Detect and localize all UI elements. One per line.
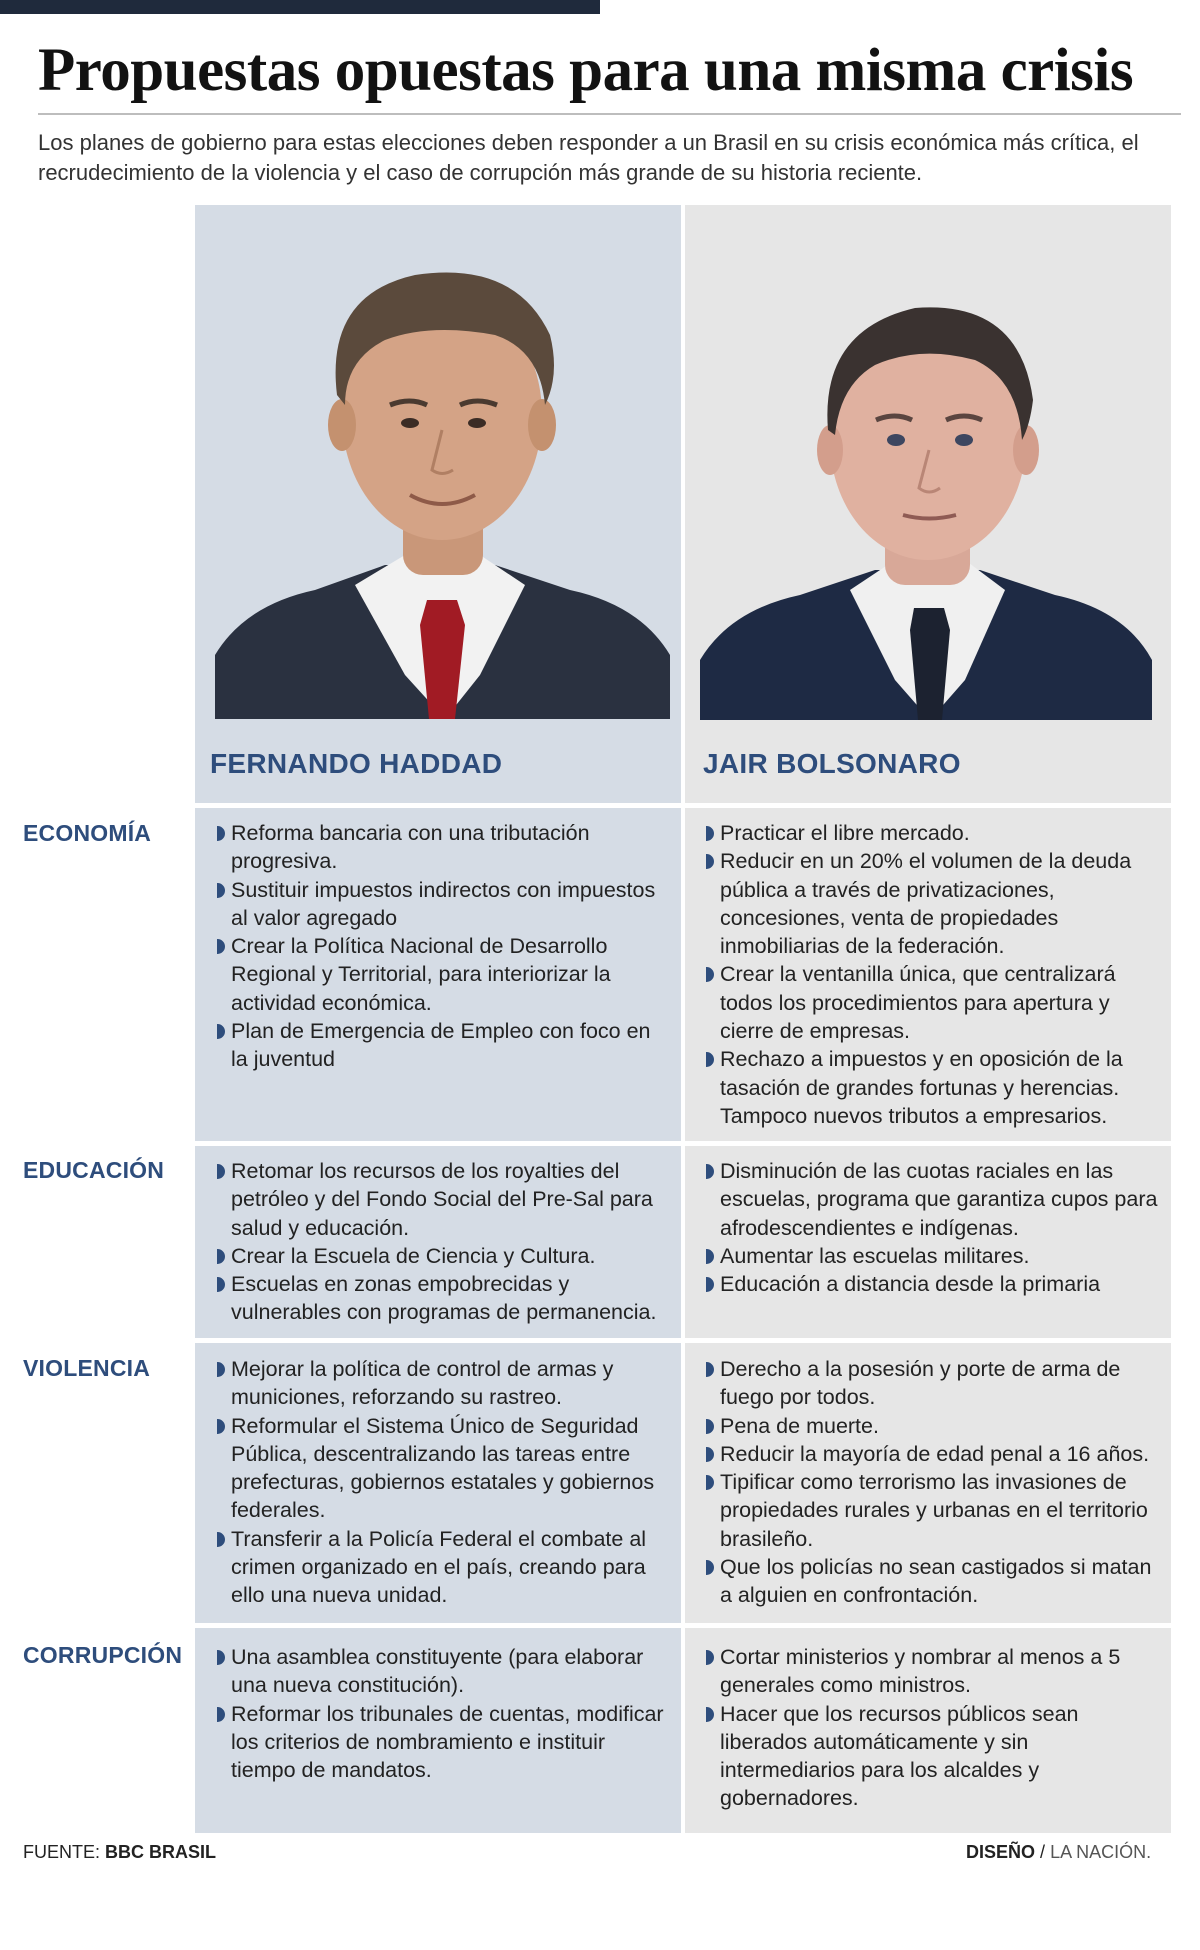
category-label-corrupcion: CORRUPCIÓN: [23, 1642, 183, 1668]
list-item: Que los policías no sean castigados si matan a alguien en confrontación.: [704, 1553, 1159, 1610]
design-label: DISEÑO: [966, 1842, 1036, 1862]
list-item: Sustituir impuestos indirectos con impuestos al valor agregado: [215, 876, 665, 933]
educacion-haddad-list: [215, 1157, 665, 1327]
list-item: Reducir en un 20% el volumen de la deuda pública a través de privatizaciones, concesiones, venta de propiedades inmobiliarias de la federación.: [704, 847, 1159, 960]
list-item: Derecho a la posesión y porte de arma de fuego por todos.: [704, 1355, 1159, 1412]
source-label: FUENTE:: [23, 1842, 101, 1862]
design-separator: /: [1040, 1842, 1046, 1862]
list-item: Tipificar como terrorismo las invasiones de propiedades rurales y urbanas en el territorio brasileño.: [704, 1468, 1159, 1553]
section-separator: [195, 1338, 1171, 1343]
educacion-bolsonaro-list: [704, 1157, 1159, 1298]
list-item: Plan de Emergencia de Empleo con foco en la juventud: [215, 1017, 665, 1074]
economia-bolsonaro-list: [704, 819, 1159, 1130]
list-item: Crear la Política Nacional de Desarrollo Regional y Territorial, para interiorizar la actividad económica.: [215, 932, 665, 1017]
list-item: Transferir a la Policía Federal el combate al crimen organizado en el país, creando para ello una nueva unidad.: [215, 1525, 665, 1610]
list-item: Reducir la mayoría de edad penal a 16 años.: [704, 1440, 1159, 1468]
title-divider: [38, 113, 1181, 115]
design-credit: [966, 1842, 1151, 1863]
source-credit: [23, 1842, 216, 1863]
list-item: Crear la ventanilla única, que centralizará todos los procedimientos para apertura y cierre de empresas.: [704, 960, 1159, 1045]
list-item: Aumentar las escuelas militares.: [704, 1242, 1159, 1270]
top-accent-bar: [0, 0, 600, 14]
corrupcion-bolsonaro-list: [704, 1643, 1159, 1813]
economia-haddad-list: [215, 819, 665, 1074]
violencia-bolsonaro-list: [704, 1355, 1159, 1610]
list-item: Escuelas en zonas empobrecidas y vulnerables con programas de permanencia.: [215, 1270, 665, 1327]
list-item: Educación a distancia desde la primaria: [704, 1270, 1159, 1298]
source-value: BBC BRASIL: [105, 1842, 217, 1862]
candidate-haddad-name: FERNANDO HADDAD: [210, 748, 503, 779]
section-separator: [195, 803, 1171, 808]
list-item: Reforma bancaria con una tributación progresiva.: [215, 819, 665, 876]
list-item: Una asamblea constituyente (para elaborar una nueva constitución).: [215, 1643, 665, 1700]
violencia-haddad-list: [215, 1355, 665, 1610]
category-label-violencia: VIOLENCIA: [23, 1355, 151, 1381]
bolsonaro-portrait: [700, 290, 1152, 720]
list-item: Pena de muerte.: [704, 1412, 1159, 1440]
page-title: Propuestas opuestas para una misma crisis: [38, 37, 1134, 104]
column-divider: [681, 205, 685, 1833]
list-item: Reformar los tribunales de cuentas, modificar los criterios de nombramiento e instituir tiempo de mandatos.: [215, 1700, 665, 1785]
corrupcion-haddad-list: [215, 1643, 665, 1784]
section-separator: [195, 1623, 1171, 1628]
category-label-educacion: EDUCACIÓN: [23, 1157, 165, 1183]
design-value: LA NACIÓN.: [1050, 1842, 1152, 1862]
list-item: Retomar los recursos de los royalties del petróleo y del Fondo Social del Pre-Sal para salud y educación.: [215, 1157, 665, 1242]
category-label-economia: ECONOMÍA: [23, 820, 152, 846]
haddad-portrait: [215, 255, 670, 719]
list-item: Hacer que los recursos públicos sean liberados automáticamente y sin intermediarios para los alcaldes y gobernadores.: [704, 1700, 1159, 1813]
candidate-bolsonaro-name: JAIR BOLSONARO: [703, 748, 961, 779]
intro-paragraph: Los planes de gobierno para estas elecciones deben responder a un Brasil en su crisis económica más crítica, el recrudecimiento de la violencia y el caso de corrupción más grande de su historia reciente.: [38, 130, 1139, 185]
section-separator: [195, 1141, 1171, 1146]
list-item: Cortar ministerios y nombrar al menos a 5 generales como ministros.: [704, 1643, 1159, 1700]
list-item: Mejorar la política de control de armas y municiones, reforzando su rastreo.: [215, 1355, 665, 1412]
list-item: Crear la Escuela de Ciencia y Cultura.: [215, 1242, 665, 1270]
list-item: Reformular el Sistema Único de Seguridad Pública, descentralizando las tareas entre prefecturas, gobiernos estatales y gobiernos federales.: [215, 1412, 665, 1525]
list-item: Disminución de las cuotas raciales en las escuelas, programa que garantiza cupos para afrodescendientes e indígenas.: [704, 1157, 1159, 1242]
list-item: Practicar el libre mercado.: [704, 819, 1159, 847]
list-item: Rechazo a impuestos y en oposición de la tasación de grandes fortunas y herencias. Tampoco nuevos tributos a empresarios.: [704, 1045, 1159, 1130]
